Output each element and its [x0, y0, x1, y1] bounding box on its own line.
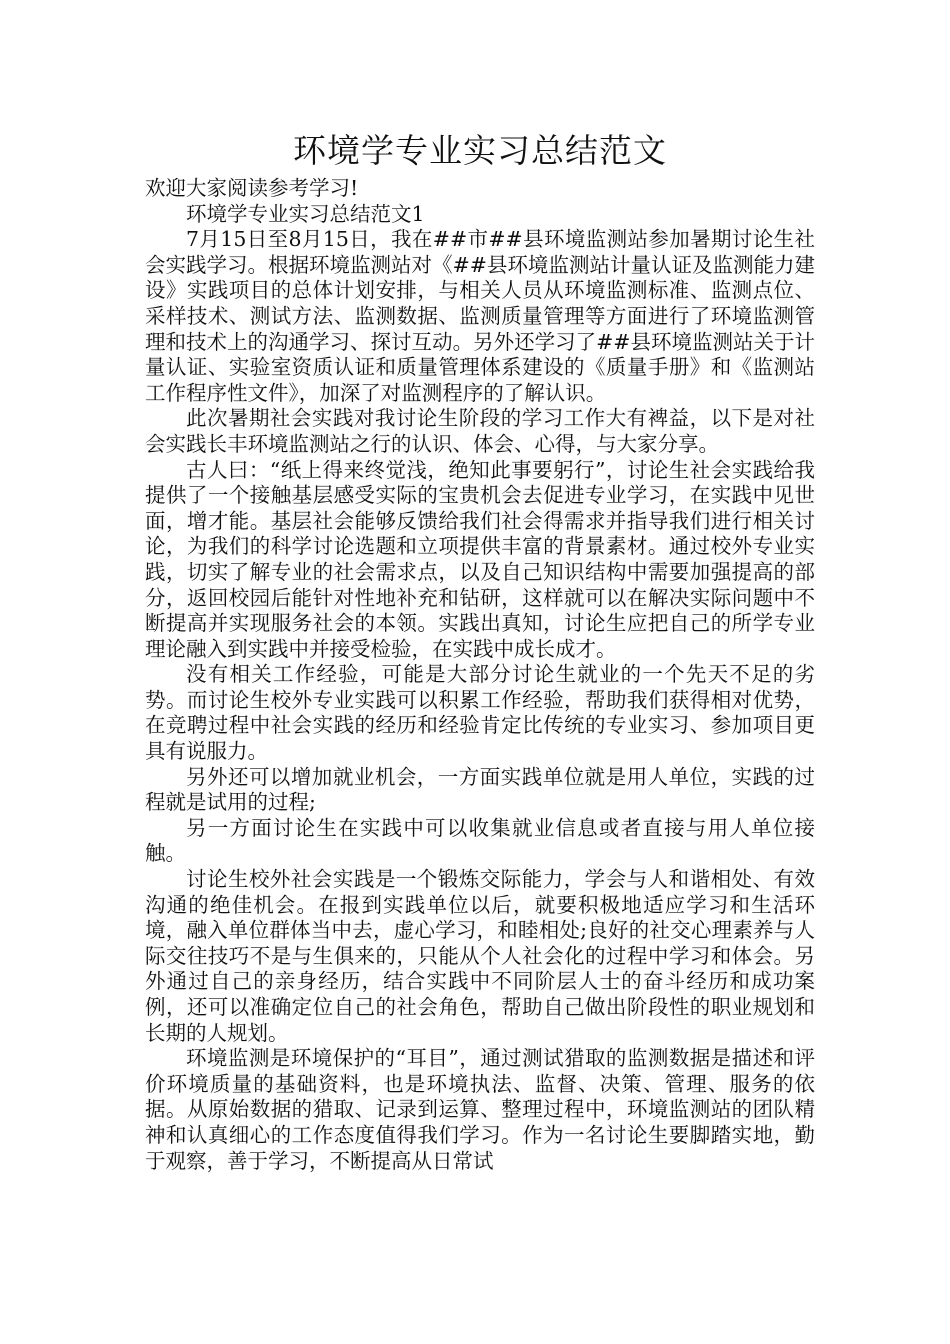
document-page [145, 128, 815, 1174]
paragraph: 另一方面讨论生在实践中可以收集就业信息或者直接与用人单位接触。 [145, 815, 815, 866]
document-title: 环境学专业实习总结范文 [293, 131, 667, 170]
paragraph: 没有相关工作经验，可能是大部分讨论生就业的一个先天不足的劣势。而讨论生校外专业实践可以积累工作经验，帮助我们获得相对优势，在竞聘过程中社会实践的经历和经验肯定比传统的专业实习、参加项目更具有说服力。 [145, 662, 815, 764]
paragraph-subtitle: 环境学专业实习总结范文1 [186, 201, 425, 226]
paragraph: 另外还可以增加就业机会，一方面实践单位就是用人单位，实践的过程就是试用的过程; [145, 764, 815, 815]
paragraph: 此次暑期社会实践对我讨论生阶段的学习工作大有裨益，以下是对社会实践长丰环境监测站之行的认识、体会、心得，与大家分享。 [145, 406, 815, 456]
paragraph: 讨论生校外社会实践是一个锻炼交际能力，学会与人和谐相处、有效沟通的绝佳机会。在报到实践单位以后，就要积极地适应学习和生活环境，融入单位群体当中去，虚心学习，和睦相处;良好的社交心理素养与人际交往技巧不是与生俱来的，只能从个人社会化的过程中学习和体会。另外通过自己的亲身经历，结合实践中不同阶层人士的奋斗经历和成功案例，还可以准确定位自己的社会角色，帮助自己做出阶段性的职业规划和长期的人规划。 [145, 867, 815, 1045]
greeting-text: 欢迎大家阅读参考学习! [145, 176, 359, 200]
paragraph: 环境监测是环境保护的“耳目”，通过测试猎取的监测数据是描述和评价环境质量的基础资料，也是环境执法、监督、决策、管理、服务的依据。从原始数据的猎取、记录到运算、整理过程中，环境监测站的团队精神和认真细心的工作态度值得我们学习。作为一名讨论生要脚踏实地，勤于观察，善于学习，不断提高从日常试 [145, 1046, 815, 1173]
paragraph: 7月15日至8月15日，我在##市##县环境监测站参加暑期讨论生社会实践学习。根据环境监测站对《##县环境监测站计量认证及监测能力建设》实践项目的总体计划安排，与相关人员从环境监测标准、监测点位、采样技术、测试方法、监测数据、监测质量管理等方面进行了环境监测管理和技术上的沟通学习、探讨互动。另外还学习了##县环境监测站关于计量认证、实验室资质认证和质量管理体系建设的《质量手册》和《监测站工作程序性文件》，加深了对监测程序的了解认识。 [145, 227, 815, 405]
paragraph: 古人曰：“纸上得来终觉浅，绝知此事要躬行”，讨论生社会实践给我提供了一个接触基层感受实际的宝贵机会去促进专业学习，在实践中见世面，增才能。基层社会能够反馈给我们社会得需求并指导我们进行相关讨论，为我们的科学讨论选题和立项提供丰富的背景素材。通过校外专业实践，切实了解专业的社会需求点，以及自己知识结构中需要加强提高的部分，返回校园后能针对性地补充和钻研，这样就可以在解决实际问题中不断提高并实现服务社会的本领。实践出真知，讨论生应把自己的所学专业理论融入到实践中并接受检验，在实践中成长成才。 [145, 457, 815, 661]
